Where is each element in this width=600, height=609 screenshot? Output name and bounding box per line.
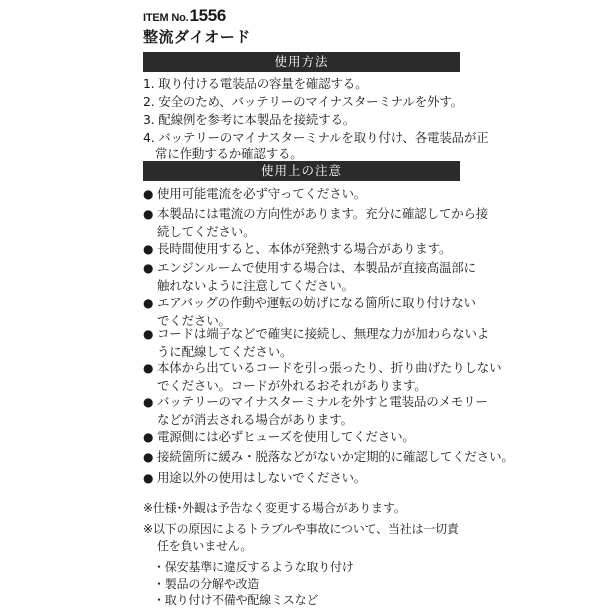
product-name: 整流ダイオード <box>143 28 251 46</box>
usage-step-continuation: 常に作動するか確認する。 <box>155 146 303 161</box>
caution-text: コードは端子などで確実に接続し、無理な力が加わらないよ <box>157 326 490 341</box>
spec-change-note: ※仕様･外観は予告なく変更する場合があります。 <box>143 501 406 515</box>
bullet-icon: ● <box>143 187 154 201</box>
liability-text: ※以下の原因によるトラブルや事故について、当社は一切責 <box>143 522 459 536</box>
item-number: 1556 <box>189 6 227 25</box>
bullet-icon: ● <box>143 395 154 409</box>
caution-item <box>143 393 488 428</box>
caution-item <box>143 325 490 360</box>
caution-text-continuation: 続してください。 <box>157 224 256 239</box>
caution-item <box>143 448 514 466</box>
caution-text-continuation: でください。 <box>157 313 231 328</box>
caution-item <box>143 185 461 203</box>
usage-step: 3. 配線例を参考に本製品を接続する。 <box>143 112 356 127</box>
caution-item <box>143 240 461 258</box>
caution-text: 電源側には必ずヒューズを使用してください。 <box>157 429 415 444</box>
usage-step: 1. 取り付ける電装品の容量を確認する。 <box>143 76 368 91</box>
caution-text: 本製品には電流の方向性があります。充分に確認してから接 <box>157 206 489 221</box>
caution-text: 長時間使用すると、本体が発熱する場合があります。 <box>157 241 452 256</box>
item-number-line <box>143 6 226 26</box>
instruction-sheet <box>143 0 514 607</box>
caution-item <box>143 294 476 329</box>
liability-note <box>143 521 461 555</box>
item-label: ITEM No. <box>143 12 189 24</box>
caution-text: 接続箇所に緩み・脱落などがないか定期的に確認してください。 <box>157 449 514 464</box>
caution-text: 使用可能電流を必ず守ってください。 <box>157 186 367 201</box>
liability-cause: ・製品の分解や改造 <box>153 577 260 591</box>
caution-text: バッテリーのマイナスターミナルを外すと電装品のメモリー <box>157 394 488 409</box>
caution-item <box>143 259 476 294</box>
caution-item <box>143 428 461 446</box>
bullet-icon: ● <box>143 327 154 341</box>
bullet-icon: ● <box>143 430 154 444</box>
caution-item <box>143 469 461 487</box>
bullet-icon: ● <box>143 261 154 275</box>
bullet-icon: ● <box>143 450 154 464</box>
liability-cause: ・取り付け不備や配線ミスなど <box>153 593 319 607</box>
caution-text: 用途以外の使用はしないでください。 <box>157 470 367 485</box>
bullet-icon: ● <box>143 242 154 256</box>
caution-section-header: 使用上の注意 <box>143 161 460 181</box>
caution-item <box>143 205 489 240</box>
caution-text-continuation: でください。コードが外れるおそれがあります。 <box>157 378 427 393</box>
liability-text-continuation: 任を負いません。 <box>157 539 253 553</box>
caution-text-continuation: 触れないように注意してください。 <box>157 278 354 293</box>
caution-text: エンジンルームで使用する場合は、本製品が直接高温部に <box>157 260 476 275</box>
usage-section-header: 使用方法 <box>143 52 460 72</box>
caution-text: エアバッグの作動や運転の妨げになる箇所に取り付けない <box>157 295 476 310</box>
bullet-icon: ● <box>143 361 154 375</box>
caution-item <box>143 359 502 394</box>
caution-text-continuation: などが消去される場合があります。 <box>157 412 353 427</box>
bullet-icon: ● <box>143 296 154 310</box>
caution-text: 本体から出ているコードを引っ張ったり、折り曲げたりしない <box>157 360 502 375</box>
liability-cause: ・保安基準に違反するような取り付け <box>153 560 354 574</box>
bullet-icon: ● <box>143 471 154 485</box>
bullet-icon: ● <box>143 207 154 221</box>
caution-text-continuation: うに配線してください。 <box>157 344 293 359</box>
usage-step: 4. バッテリーのマイナスターミナルを取り付け、各電装品が正 <box>143 130 489 145</box>
usage-step: 2. 安全のため、バッテリーのマイナスターミナルを外す。 <box>143 94 463 109</box>
